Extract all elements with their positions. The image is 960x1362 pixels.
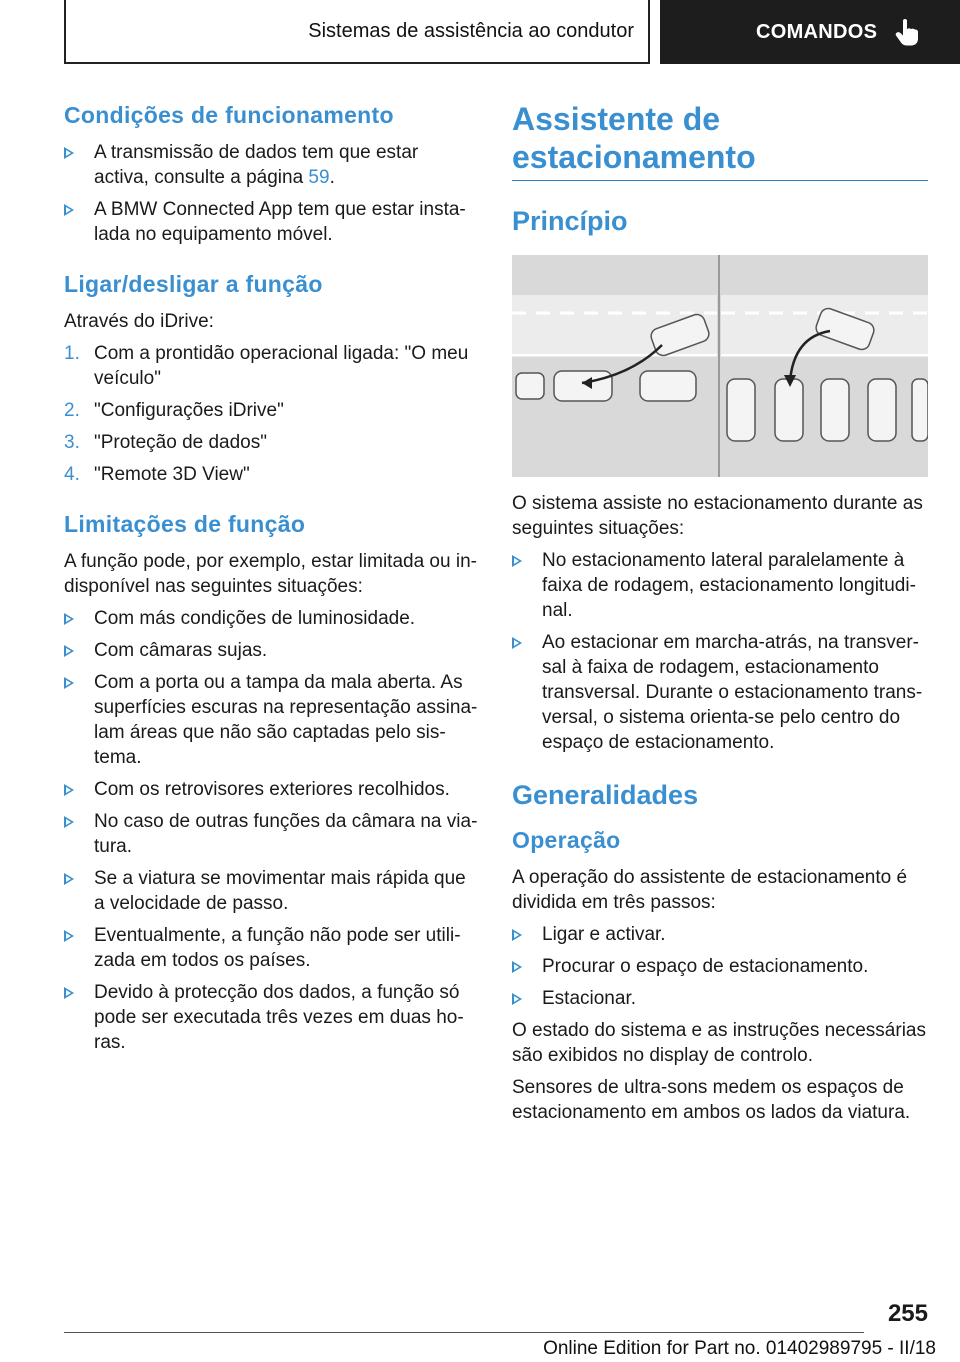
list-item: A BMW Connected App tem que estar instalada no equipamento móvel. (64, 197, 478, 247)
onoff-intro: Através do iDrive: (64, 311, 214, 332)
page-link[interactable]: 59 (308, 167, 330, 188)
triangle-bullet-icon (64, 204, 74, 216)
onoff-heading: Ligar/desligar a função (64, 271, 323, 297)
triangle-bullet-icon (64, 147, 74, 159)
list-item: Com câmaras sujas. (64, 638, 478, 663)
list-item: No estacionamento lateral paralelamente à faixa de rodagem, estacionamento longitudinal. (512, 548, 928, 623)
list-item: Ligar e activar. (512, 922, 928, 947)
limitations-list (64, 606, 478, 1055)
page-number: 255 (887, 1300, 928, 1327)
triangle-bullet-icon (512, 555, 522, 567)
triangle-bullet-icon (64, 816, 74, 828)
list-item: Devido à protecção dos dados, a função só pode ser executada três vezes em duas horas. (64, 980, 478, 1055)
running-header (64, 0, 650, 64)
step-item: 3. "Proteção de dados" (64, 432, 267, 453)
triangle-bullet-icon (512, 961, 522, 973)
principle-heading: Princípio (512, 206, 628, 236)
triangle-bullet-icon (512, 637, 522, 649)
footer-divider (64, 1332, 864, 1333)
triangle-bullet-icon (512, 993, 522, 1005)
list-item: Estacionar. (512, 986, 928, 1011)
triangle-bullet-icon (64, 987, 74, 999)
operation-text: A operação do assistente de estacionamento é dividida em três passos: (512, 867, 908, 913)
principle-list (512, 548, 928, 755)
general-heading: Generalidades (512, 780, 699, 810)
list-item: Com más condições de luminosidade. (64, 606, 478, 631)
chapter-label: COMANDOS (756, 20, 878, 43)
parking-illustration (512, 255, 928, 477)
operation-paragraph-3: Sensores de ultra-sons medem os espaços de estacionamento em ambos os lados da viatura. (512, 1077, 911, 1123)
list-item: Procurar o espaço de estacionamento. (512, 954, 928, 979)
triangle-bullet-icon (64, 873, 74, 885)
list-item: Com a porta ou a tampa da mala aberta. As superfícies escuras na representação assinalam áreas que não são captadas pelo sistema. (64, 670, 478, 770)
main-title: Assistente de estacionamento (512, 100, 928, 181)
list-item: Eventualmente, a função não pode ser utilizada em todos os países. (64, 923, 478, 973)
right-column (512, 100, 928, 1132)
left-column (64, 100, 478, 1062)
operation-list (512, 922, 928, 1011)
conditions-list (64, 140, 478, 247)
pointing-hand-icon (895, 18, 921, 46)
principle-text: O sistema assiste no estacionamento durante as seguintes situações: (512, 493, 923, 539)
operation-paragraph-2: O estado do sistema e as instruções necessárias são exibidos no display de controlo. (512, 1020, 926, 1066)
triangle-bullet-icon (64, 677, 74, 689)
triangle-bullet-icon (64, 613, 74, 625)
triangle-bullet-icon (64, 784, 74, 796)
edition-footer: Online Edition for Part no. 01402989795 - II/18 (543, 1338, 936, 1359)
triangle-bullet-icon (512, 929, 522, 941)
limitations-heading: Limitações de função (64, 511, 306, 537)
step-item: 1. Com a prontidão operacional ligada: "O meu veículo" (64, 343, 469, 389)
chapter-tab (660, 0, 960, 64)
list-item: Com os retrovisores exteriores recolhidos. (64, 777, 478, 802)
limitations-intro: A função pode, por exemplo, estar limitada ou indisponível nas seguintes situações: (64, 551, 477, 597)
list-item: Ao estacionar em marcha-atrás, na transversal à faixa de rodagem, estacionamento transversal. Durante o estacionamento transversal, o sistema orienta-se pelo centro do espaço de estacionamento. (512, 630, 928, 755)
conditions-heading: Condições de funcionamento (64, 102, 394, 128)
triangle-bullet-icon (64, 645, 74, 657)
step-item: 4. "Remote 3D View" (64, 464, 250, 485)
operation-heading: Operação (512, 827, 621, 853)
onoff-steps (64, 341, 478, 487)
list-item: Se a viatura se movimentar mais rápida que a velocidade de passo. (64, 866, 478, 916)
section-title: Sistemas de assistência ao condutor (308, 19, 634, 42)
list-item: No caso de outras funções da câmara na viatura. (64, 809, 478, 859)
triangle-bullet-icon (64, 930, 74, 942)
list-item: A transmissão de dados tem que estar activa, consulte a página 59. (64, 140, 478, 190)
step-item: 2. "Configurações iDrive" (64, 400, 284, 421)
